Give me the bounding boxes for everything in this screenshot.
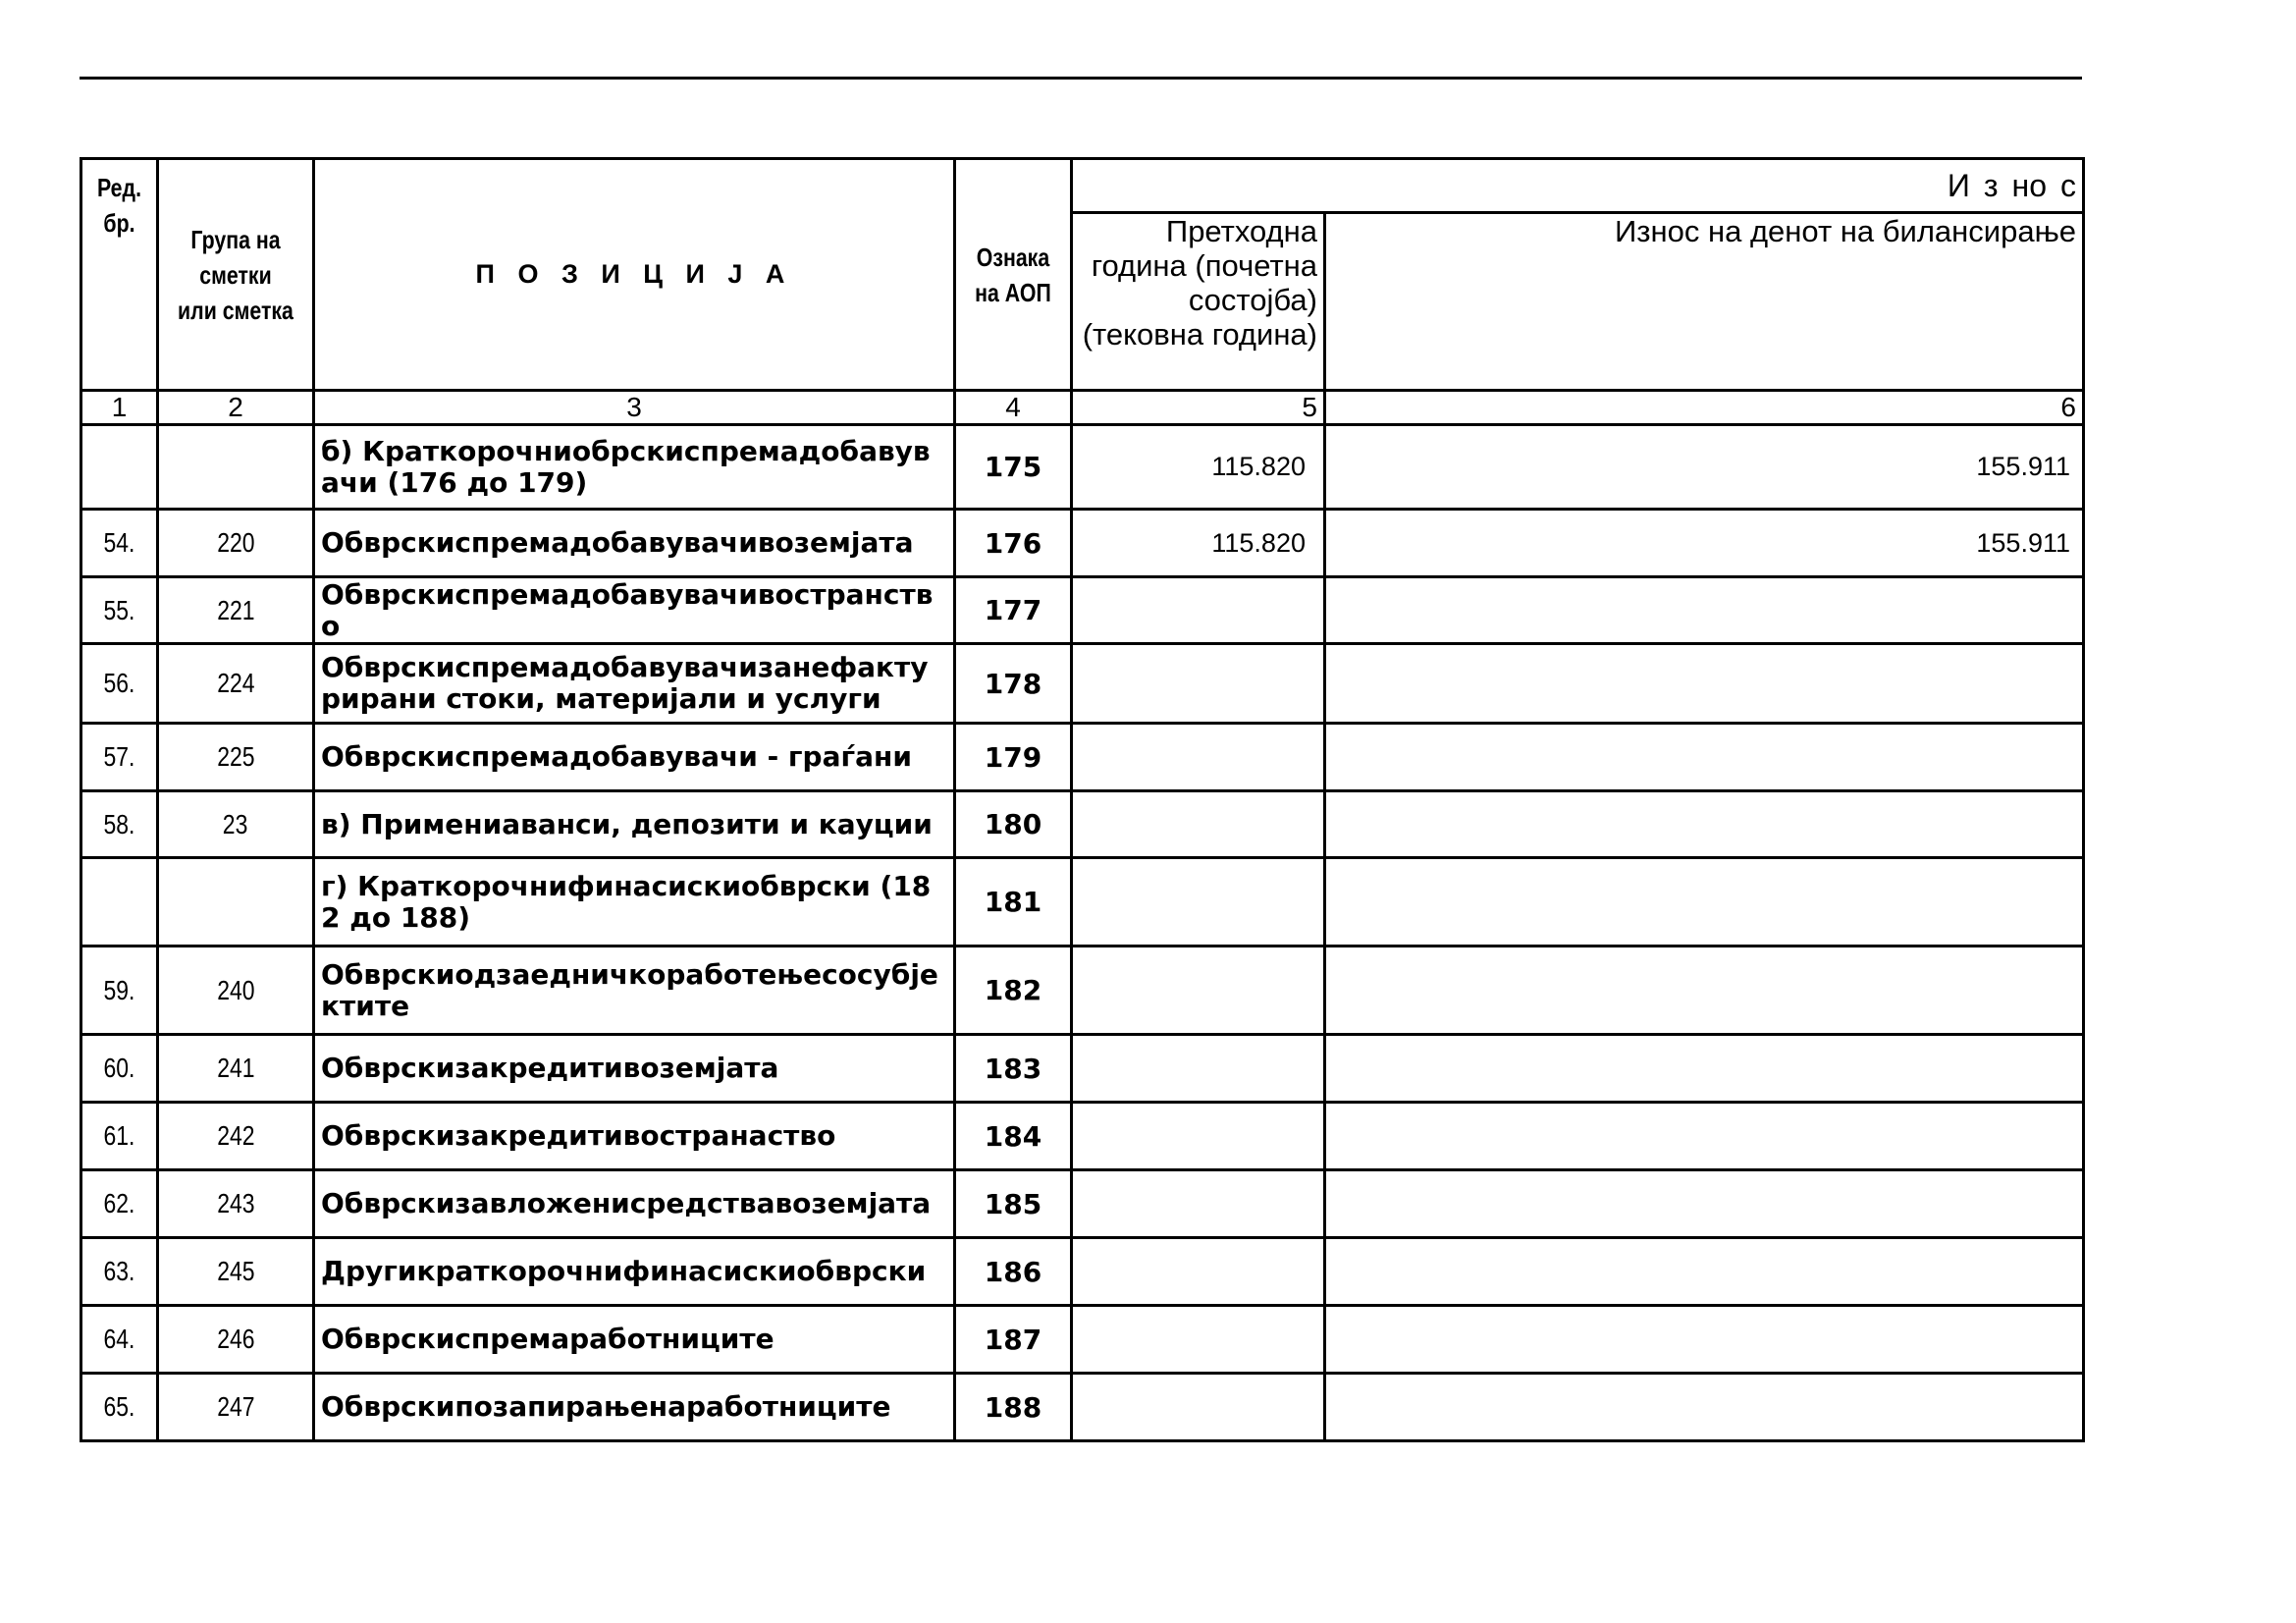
row-account-group-text: 240 <box>216 974 255 1005</box>
row-account-group <box>158 724 314 791</box>
row-position: Обврскипозапирањенаработниците <box>314 1374 955 1441</box>
row-position: в) Примениаванси, депозити и кауции <box>314 791 955 858</box>
row-number <box>81 425 158 510</box>
row-number-text: 61. <box>103 1120 135 1151</box>
row-number <box>81 1306 158 1374</box>
row-position: Обврскизакредитивостранаство <box>314 1103 955 1170</box>
header-position: П О З И Ц И Ј А <box>314 159 955 391</box>
amount-letter-4: с <box>2060 167 2076 203</box>
row-number <box>81 644 158 724</box>
table-body <box>81 425 2084 1441</box>
row-prev-value <box>1072 947 1325 1035</box>
row-number <box>81 577 158 644</box>
row-position: Обврскиспремаработниците <box>314 1306 955 1374</box>
row-number <box>81 791 158 858</box>
row-number-text: 56. <box>103 668 135 698</box>
header-red-br-text: Ред. бр. <box>96 173 141 238</box>
row-position: б) Краткорочниобрскиспремадобавувачи (176 до 179) <box>314 425 955 510</box>
row-number-text: 58. <box>103 808 135 839</box>
row-curr-value <box>1325 1306 2084 1374</box>
row-account-group <box>158 577 314 644</box>
column-number-3: 3 <box>314 391 955 425</box>
row-position: Обврскиспремадобавувачизанефактурирани стоки, материјали и услуги <box>314 644 955 724</box>
row-account-group <box>158 858 314 947</box>
row-account-group <box>158 1035 314 1103</box>
column-number-2: 2 <box>158 391 314 425</box>
row-account-group <box>158 791 314 858</box>
row-aop: 178 <box>955 644 1072 724</box>
row-account-group-text: 225 <box>216 741 255 772</box>
row-number-text: 60. <box>103 1053 135 1083</box>
row-account-group <box>158 1170 314 1238</box>
table-row <box>81 1374 2084 1441</box>
row-account-group <box>158 644 314 724</box>
row-number <box>81 510 158 577</box>
amount-letter-3: но <box>2011 167 2047 203</box>
row-account-group <box>158 425 314 510</box>
row-number-text: 57. <box>103 741 135 772</box>
row-account-group-text: 221 <box>216 594 255 625</box>
row-account-group-text: 23 <box>223 808 248 839</box>
column-number-4: 4 <box>955 391 1072 425</box>
row-prev-value <box>1072 1035 1325 1103</box>
row-account-group <box>158 1306 314 1374</box>
row-prev-value <box>1072 577 1325 644</box>
row-curr-value <box>1325 1035 2084 1103</box>
table-row <box>81 1306 2084 1374</box>
row-position: Обврскиспремадобавувачи - граѓани <box>314 724 955 791</box>
row-position: Обврскиспремадобавувачивоземјата <box>314 510 955 577</box>
header-red-br <box>81 159 158 391</box>
column-number-1: 1 <box>81 391 158 425</box>
row-number <box>81 1103 158 1170</box>
table-row <box>81 858 2084 947</box>
row-account-group-text: 242 <box>216 1120 255 1151</box>
row-curr-value: 155.911 <box>1325 510 2084 577</box>
row-aop: 180 <box>955 791 1072 858</box>
row-curr-value <box>1325 947 2084 1035</box>
row-aop: 184 <box>955 1103 1072 1170</box>
row-number-text: 63. <box>103 1256 135 1286</box>
table-row <box>81 425 2084 510</box>
row-curr-value <box>1325 1374 2084 1441</box>
row-prev-value <box>1072 1306 1325 1374</box>
row-curr-value <box>1325 1103 2084 1170</box>
row-aop: 186 <box>955 1238 1072 1306</box>
column-number-6: 6 <box>1325 391 2084 425</box>
row-account-group <box>158 947 314 1035</box>
row-prev-value <box>1072 1238 1325 1306</box>
row-account-group-text: 220 <box>216 527 255 558</box>
row-prev-value <box>1072 724 1325 791</box>
column-number-row <box>81 391 2084 425</box>
row-number-text: 55. <box>103 594 135 625</box>
row-curr-value <box>1325 858 2084 947</box>
table-row <box>81 1170 2084 1238</box>
header-aop-text: Ознака на АОП <box>975 242 1051 307</box>
row-aop: 175 <box>955 425 1072 510</box>
table-row <box>81 724 2084 791</box>
row-number-text: 54. <box>103 527 135 558</box>
row-account-group <box>158 1238 314 1306</box>
row-account-group <box>158 1374 314 1441</box>
table-row <box>81 947 2084 1035</box>
row-number-text: 62. <box>103 1188 135 1218</box>
row-number <box>81 1170 158 1238</box>
row-number <box>81 858 158 947</box>
table-row <box>81 1238 2084 1306</box>
row-account-group-text: 245 <box>216 1256 255 1286</box>
row-aop: 181 <box>955 858 1072 947</box>
row-aop: 183 <box>955 1035 1072 1103</box>
row-aop: 185 <box>955 1170 1072 1238</box>
row-number <box>81 947 158 1035</box>
header-group-text: Група на сметки или сметка <box>178 224 294 325</box>
header-aop <box>955 159 1072 391</box>
row-prev-value <box>1072 791 1325 858</box>
row-aop: 188 <box>955 1374 1072 1441</box>
row-aop: 179 <box>955 724 1072 791</box>
row-number <box>81 724 158 791</box>
table-row <box>81 577 2084 644</box>
row-aop: 187 <box>955 1306 1072 1374</box>
amount-letter-2: з <box>1983 167 1999 203</box>
row-number-text: 65. <box>103 1391 135 1422</box>
row-curr-value <box>1325 791 2084 858</box>
row-account-group-text: 241 <box>216 1053 255 1083</box>
row-account-group <box>158 510 314 577</box>
row-number-text: 59. <box>103 974 135 1005</box>
row-curr-value <box>1325 577 2084 644</box>
table-row <box>81 644 2084 724</box>
table-row <box>81 1035 2084 1103</box>
row-aop: 176 <box>955 510 1072 577</box>
row-account-group-text: 243 <box>216 1188 255 1218</box>
row-prev-value <box>1072 1374 1325 1441</box>
row-prev-value <box>1072 1170 1325 1238</box>
table-row <box>81 510 2084 577</box>
row-curr-value <box>1325 724 2084 791</box>
amount-letter-1: И <box>1947 167 1970 203</box>
row-curr-value <box>1325 644 2084 724</box>
row-position: Обврскиспремадобавувачивостранство <box>314 577 955 644</box>
row-position: Другикраткорочнифинасискиобврски <box>314 1238 955 1306</box>
row-prev-value <box>1072 858 1325 947</box>
row-position: Обврскизавложенисредствавоземјата <box>314 1170 955 1238</box>
table-row <box>81 791 2084 858</box>
row-position: г) Краткорочнифинасискиобврски (182 до 188) <box>314 858 955 947</box>
row-prev-value <box>1072 1103 1325 1170</box>
column-number-5: 5 <box>1072 391 1325 425</box>
row-position: Обврскизакредитивоземјата <box>314 1035 955 1103</box>
row-account-group-text: 224 <box>216 668 255 698</box>
balance-table <box>80 157 2085 1442</box>
row-number <box>81 1035 158 1103</box>
header-group <box>158 159 314 391</box>
row-account-group <box>158 1103 314 1170</box>
header-curr-year: Износ на денот на билансирање <box>1325 213 2084 391</box>
row-number <box>81 1238 158 1306</box>
row-aop: 182 <box>955 947 1072 1035</box>
row-prev-value: 115.820 <box>1072 510 1325 577</box>
row-account-group-text: 246 <box>216 1324 255 1354</box>
row-account-group-text: 247 <box>216 1391 255 1422</box>
header-amount <box>1072 159 2084 213</box>
row-position: Обврскиодзаедничкоработењесосубјектите <box>314 947 955 1035</box>
header-prev-year: Претходна година (почетна состојба) (тековна година) <box>1072 213 1325 391</box>
table-row <box>81 1103 2084 1170</box>
top-rule <box>80 77 2082 80</box>
row-prev-value <box>1072 644 1325 724</box>
row-prev-value: 115.820 <box>1072 425 1325 510</box>
row-curr-value: 155.911 <box>1325 425 2084 510</box>
row-number <box>81 1374 158 1441</box>
row-curr-value <box>1325 1170 2084 1238</box>
row-number-text: 64. <box>103 1324 135 1354</box>
row-curr-value <box>1325 1238 2084 1306</box>
header-row-1 <box>81 159 2084 213</box>
row-aop: 177 <box>955 577 1072 644</box>
